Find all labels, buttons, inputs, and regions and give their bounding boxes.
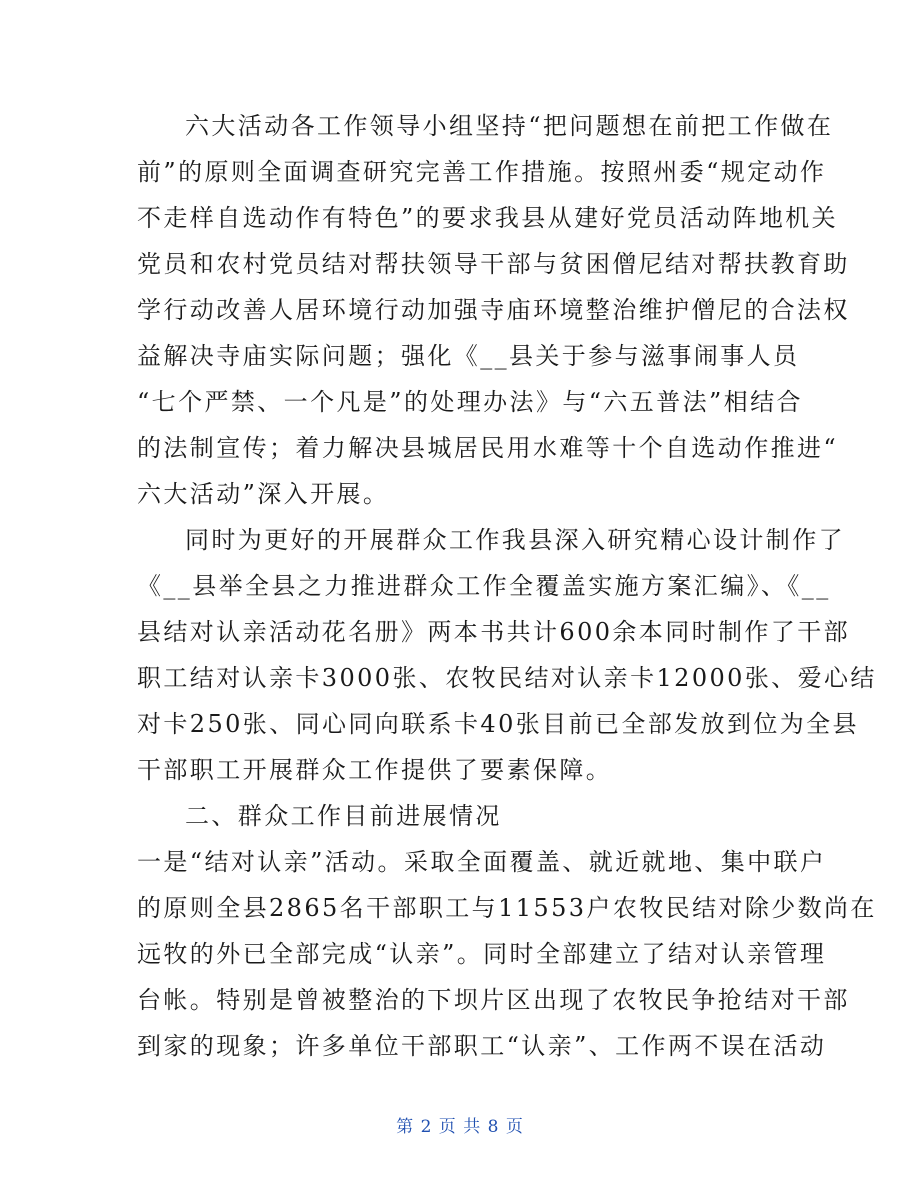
paragraph-2-line-6: 干部职工开展群众工作提供了要素保障。 [137, 756, 613, 784]
paragraph-2-line-1: 同时为更好的开展群众工作我县深入研究精心设计制作了 [185, 526, 845, 554]
paragraph-2-line-2: 《__县举全县之力推进群众工作全覆盖实施方案汇编》、《__ [137, 572, 831, 600]
paragraph-1-line-8: 的法制宣传；着力解决县城居民用水难等十个自选动作推进“ [137, 434, 839, 462]
section-heading: 二、群众工作目前进展情况 [185, 802, 502, 830]
paragraph-1-line-7: “七个严禁、一个凡是”的处理办法》与“六五普法”相结合 [137, 388, 803, 416]
paragraph-3-line-5: 到家的现象；许多单位干部职工“认亲”、工作两不误在活动 [137, 1032, 827, 1060]
document-body [137, 103, 877, 1069]
paragraph-1-line-5: 学行动改善人居环境行动加强寺庙环境整治维护僧尼的合法权 [137, 296, 850, 324]
paragraph-1-line-9: 六大活动”深入开展。 [137, 480, 390, 508]
page-footer: 第 2 页 共 8 页 [396, 1117, 524, 1137]
paragraph-1-line-3: 不走样自选动作有特色”的要求我县从建好党员活动阵地机关 [137, 204, 839, 232]
paragraph-2-line-3: 县结对认亲活动花名册》两本书共计600余本同时制作了干部 [137, 618, 851, 646]
paragraph-3-line-1: 一是“结对认亲”活动。采取全面覆盖、就近就地、集中联户 [137, 848, 827, 876]
paragraph-3-line-2: 的原则全县2865名干部职工与11553户农牧民结对除少数尚在 [137, 894, 877, 922]
paragraph-1-line-2: 前”的原则全面调查研究完善工作措施。按照州委“规定动作 [137, 158, 827, 186]
paragraph-1-line-1: 六大活动各工作领导小组坚持“把问题想在前把工作做在 [185, 112, 834, 140]
paragraph-1-line-4: 党员和农村党员结对帮扶领导干部与贫困僧尼结对帮扶教育助 [137, 250, 850, 278]
paragraph-1-line-6: 益解决寺庙实际问题；强化《__县关于参与滋事闹事人员 [137, 342, 800, 370]
paragraph-3-line-3: 远牧的外已全部完成“认亲”。同时全部建立了结对认亲管理 [137, 940, 827, 968]
paragraph-3-line-4: 台帐。特别是曾被整治的下坝片区出现了农牧民争抢结对干部 [137, 986, 850, 1014]
paragraph-2-line-5: 对卡250张、同心同向联系卡40张目前已全部发放到位为全县 [137, 710, 859, 738]
paragraph-2-line-4: 职工结对认亲卡3000张、农牧民结对认亲卡12000张、爱心结 [137, 664, 877, 692]
